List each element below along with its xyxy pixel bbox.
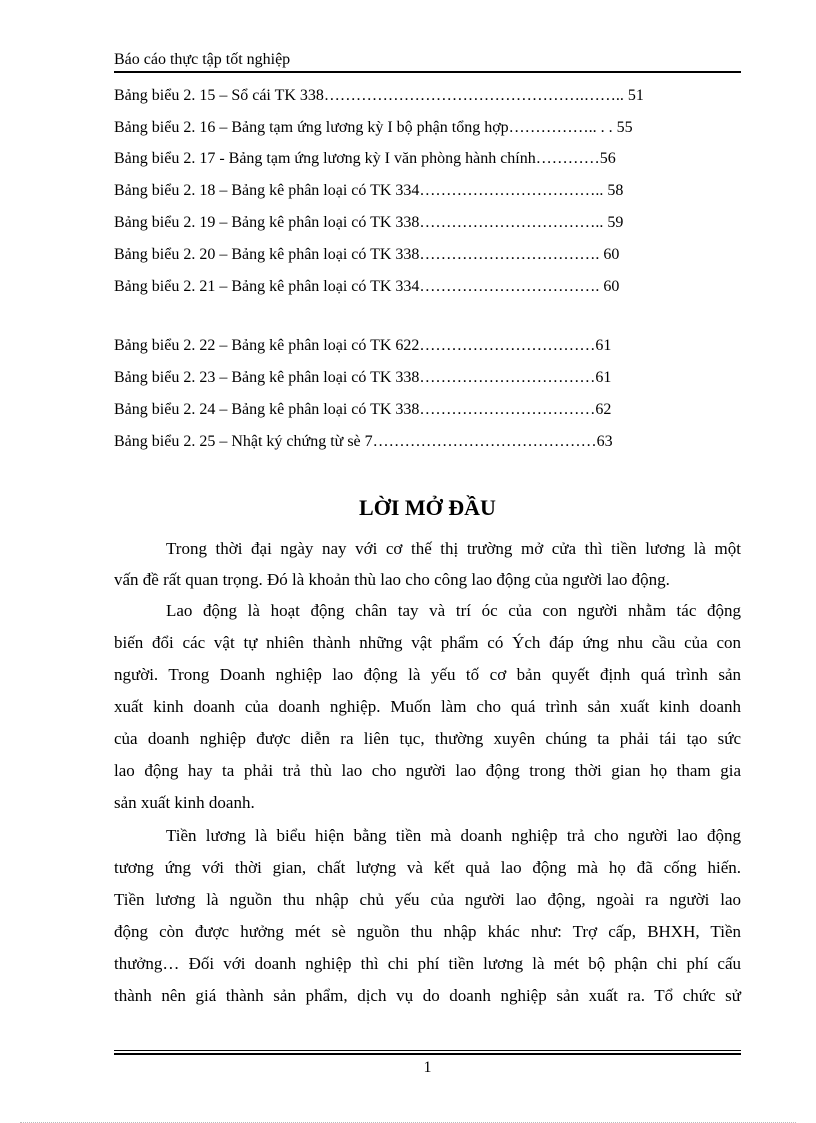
- paragraph-line: Tiền lương là nguồn thu nhập chủ yếu của người lao động, ngoài ra người lao: [114, 890, 741, 909]
- toc-item: Bảng biểu 2. 23 – Bảng kê phân loại có TK 338……………………………61: [114, 369, 612, 386]
- toc-item: Bảng biểu 2. 24 – Bảng kê phân loại có TK 338……………………………62: [114, 401, 612, 418]
- paragraph-line: động còn được hưởng mét sè nguồn thu nhập khác như: Trợ cấp, BHXH, Tiền: [114, 922, 741, 941]
- toc-item: Bảng biểu 2. 17 - Bảng tạm ứng lương kỳ I văn phòng hành chính…………56: [114, 150, 616, 167]
- toc-item: Bảng biểu 2. 22 – Bảng kê phân loại có TK 622……………………………61: [114, 337, 612, 354]
- page-number: 1: [423, 1059, 432, 1076]
- footer-rule: [114, 1053, 741, 1055]
- paragraph-line: sản xuất kinh doanh.: [114, 793, 255, 812]
- page-header: [114, 50, 741, 70]
- toc-item: Bảng biểu 2. 19 – Bảng kê phân loại có TK 338…………………………….. 59: [114, 214, 624, 231]
- paragraph-line: vấn đề rất quan trọng. Đó là khoản thù lao cho công lao động của người lao động.: [114, 570, 670, 589]
- header-rule: [114, 71, 741, 73]
- toc-item: Bảng biểu 2. 18 – Bảng kê phân loại có TK 334…………………………….. 58: [114, 182, 624, 199]
- paragraph-line: Trong thời đại ngày nay với cơ thế thị trường mở cửa thì tiền lương là một: [166, 539, 741, 558]
- paragraph-line: xuất kinh doanh của doanh nghiệp. Muốn làm cho quá trình sản xuất kinh doanh: [114, 697, 741, 716]
- paragraph-line: người. Trong Doanh nghiệp lao động là yếu tố cơ bản quyết định quá trình sản: [114, 665, 741, 684]
- toc-item: Bảng biểu 2. 25 – Nhật ký chứng từ sè 7……………………………………63: [114, 433, 613, 450]
- paragraph-line: thưởng… Đối với doanh nghiệp thì chi phí tiền lương là mét bộ phận chi phí cấu: [114, 954, 741, 973]
- footer-rule: [114, 1050, 741, 1051]
- toc-item: Bảng biểu 2. 20 – Bảng kê phân loại có TK 338……………………………. 60: [114, 246, 620, 263]
- paragraph-line: thành nên giá thành sản phẩm, dịch vụ do doanh nghiệp sản xuất ra. Tổ chức sử: [114, 986, 741, 1005]
- header-title: Báo cáo thực tập tốt nghiệp: [114, 51, 291, 68]
- paragraph-line: lao động hay ta phải trả thù lao cho người lao động trong thời gian họ tham gia: [114, 761, 741, 780]
- toc-item: Bảng biểu 2. 16 – Bảng tạm ứng lương kỳ I bộ phận tổng hợp…………….. . . 55: [114, 119, 633, 136]
- section-heading: LỜI MỞ ĐẦU: [359, 495, 496, 520]
- paragraph-line: tương ứng với thời gian, chất lượng và kết quả lao động mà họ đã cống hiến.: [114, 858, 741, 877]
- paragraph-line: của doanh nghiệp được diễn ra liên tục, thường xuyên chúng ta phải tái tạo sức: [114, 729, 741, 748]
- paragraph-line: biến đổi các vật tự nhiên thành những vật phẩm có Ých đáp ứng nhu cầu của con: [114, 633, 741, 652]
- toc-item: Bảng biểu 2. 21 – Bảng kê phân loại có TK 334……………………………. 60: [114, 278, 620, 295]
- paragraph-line: Tiền lương là biểu hiện bằng tiền mà doanh nghiệp trả cho người lao động: [166, 826, 741, 845]
- paragraph-line: Lao động là hoạt động chân tay và trí óc của con người nhằm tác động: [166, 601, 741, 620]
- toc-item: Bảng biểu 2. 15 – Sổ cái TK 338………………………………………….…….. 51: [114, 87, 644, 104]
